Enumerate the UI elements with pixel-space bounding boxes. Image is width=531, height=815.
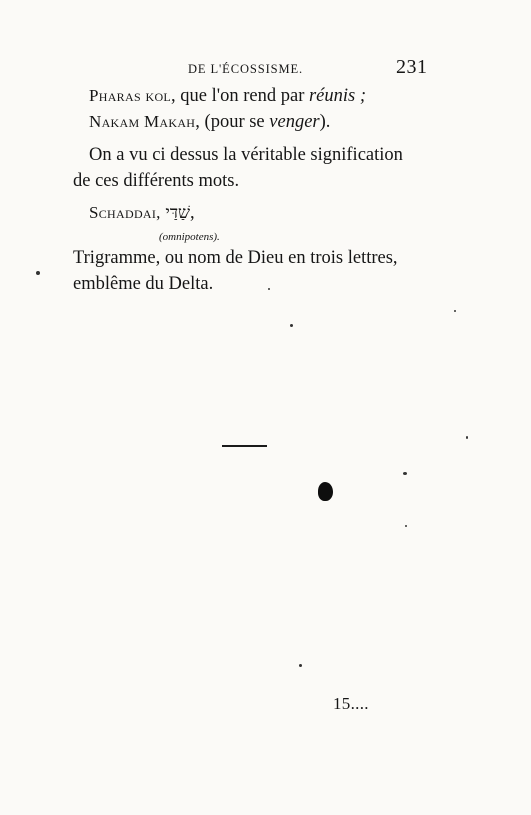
term-nakam-makah: Nakam Makah [89,112,196,131]
ink-speck [299,664,302,667]
line2-italic: venger [269,112,320,132]
term-pharas-kol: Pharas kol [89,86,172,105]
ink-speck [268,288,270,290]
text-line-nakam-makah [89,112,330,133]
ink-blot [318,482,333,501]
text-line-schaddai [89,203,195,224]
ink-speck [466,436,468,439]
paragraph-line-2: de ces différents mots. [73,171,240,191]
line2-text-before: , (pour se [195,112,270,132]
ink-speck [405,525,407,527]
ink-speck [290,324,293,327]
ink-speck [403,472,407,475]
gloss-omnipotens: (omnipotens). [159,231,220,243]
ink-speck [454,310,456,312]
line2-text-after: ). [319,112,331,132]
paragraph-line-4: emblême du Delta. [73,274,214,294]
line1-text: , que l'on rend par [171,86,309,106]
page-number: 231 [396,56,428,78]
text-line-pharas-kol [89,86,366,107]
running-head: DE L'ÉCOSSISME. [188,62,304,76]
signature-mark: 15.... [333,694,369,713]
ink-speck [36,271,40,275]
paragraph-line-3: Trigramme, ou nom de Dieu en trois lettres, [73,248,398,268]
term-schaddai: Schaddai, [89,203,161,222]
paragraph-line-1: On a vu ci dessus la véritable signification [89,145,403,165]
section-rule [222,445,267,447]
line5-comma: , [190,203,195,223]
hebrew-word: שַׁדַּי [165,203,191,223]
line1-italic: réunis ; [308,86,367,106]
